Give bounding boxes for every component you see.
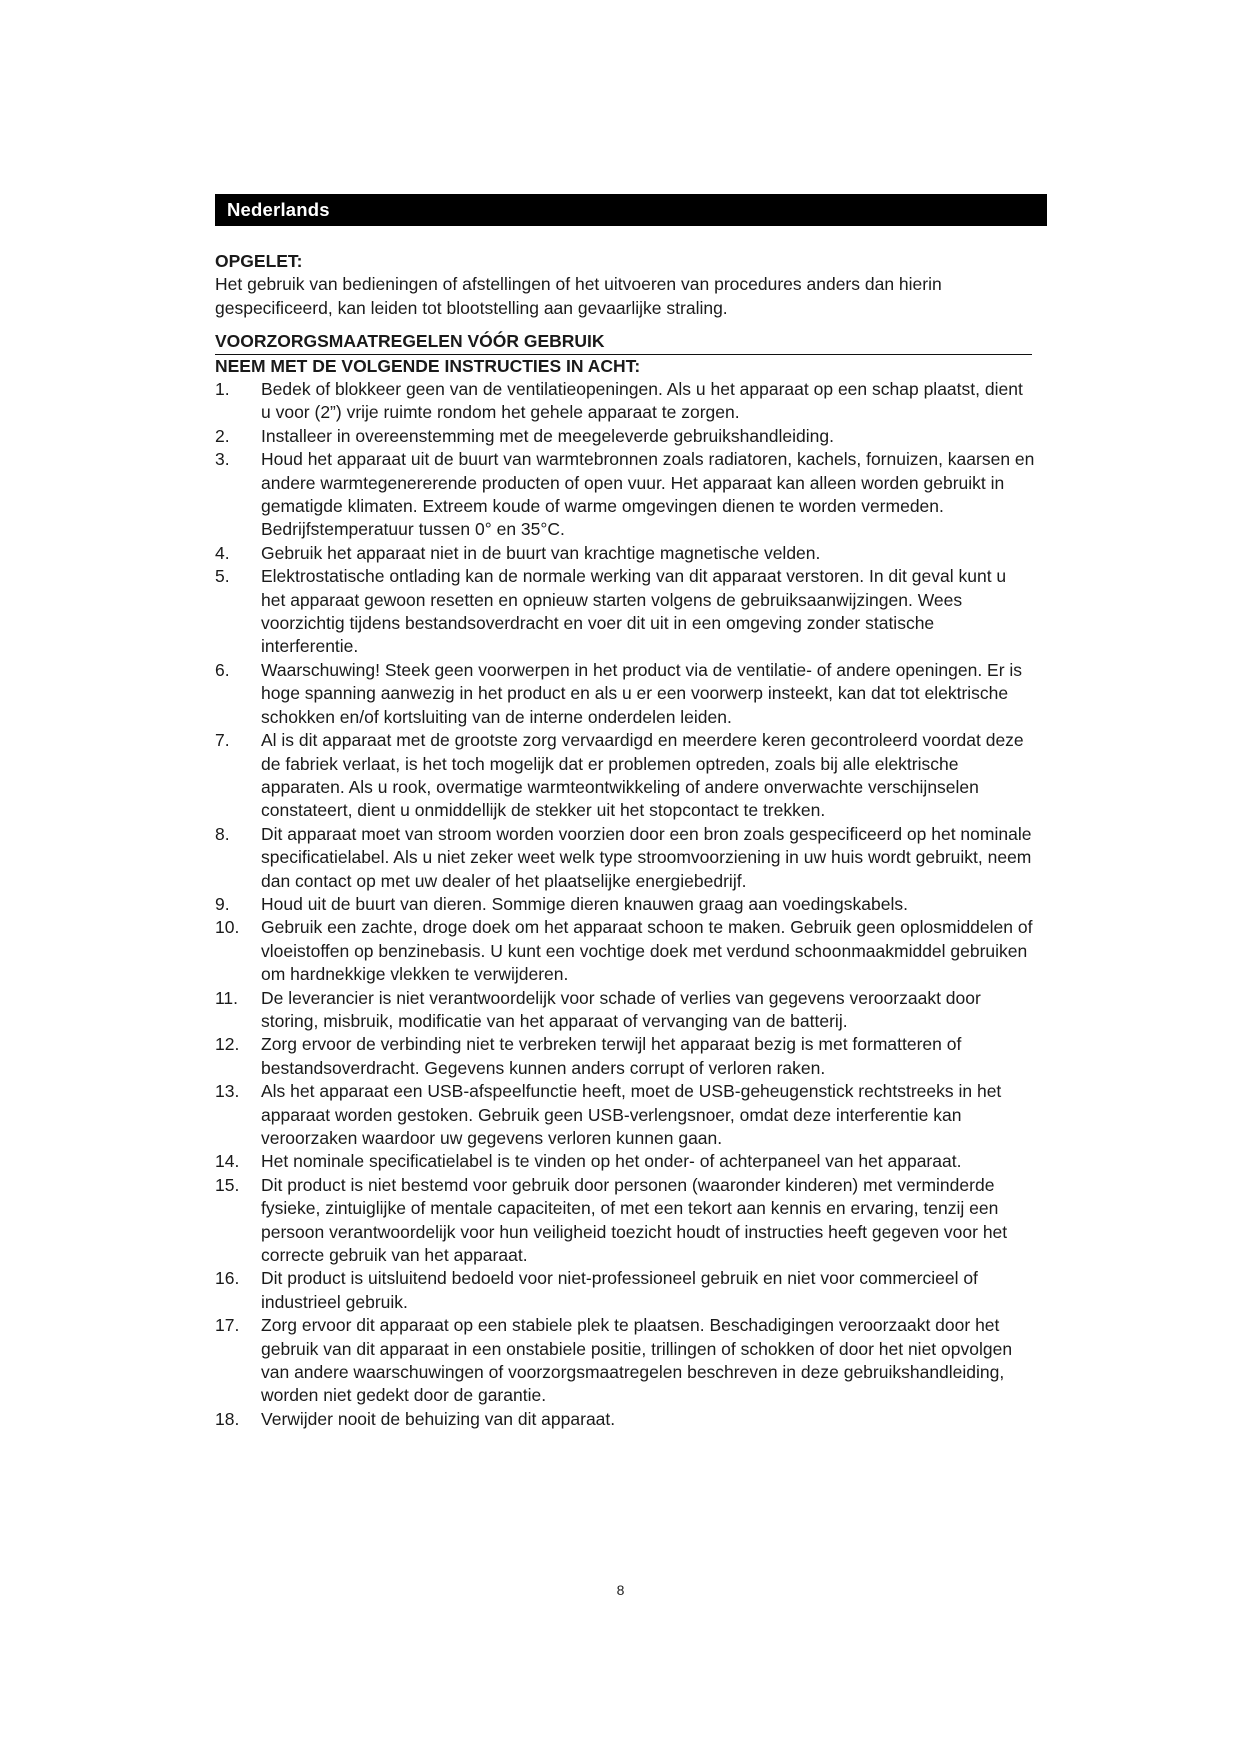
instruction-item (215, 823, 1035, 893)
instruction-text: De leverancier is niet verantwoordelijk voor schade of verlies van gegevens veroorzaakt door storing, misbruik, modificatie van het apparaat of vervanging van de batterij. (261, 987, 981, 1031)
instruction-text: Dit apparaat moet van stroom worden voorzien door een bron zoals gespecificeerd op het nominale specificatielabel. Als u niet zeker weet welk type stroomvoorziening in uw huis wordt gebruikt, neem dan contact op met uw dealer of het plaatselijke energiebedrijf. (261, 823, 1032, 891)
instruction-text: Het nominale specificatielabel is te vinden op het onder- of achterpaneel van het apparaat. (261, 1151, 962, 1172)
instruction-text: Bedek of blokkeer geen van de ventilatieopeningen. Als u het apparaat op een schap plaatst, dient u voor (2”) vrije ruimte rondom het gehele apparaat te zorgen. (261, 379, 1023, 423)
instruction-number: 15. (215, 1174, 240, 1195)
instruction-number: 18. (215, 1408, 240, 1429)
instructions-list (215, 378, 1035, 1431)
instruction-text: Verwijder nooit de behuizing van dit apparaat. (261, 1408, 616, 1429)
instruction-item (215, 1080, 1035, 1150)
instruction-item (215, 378, 1035, 425)
instruction-number: 10. (215, 917, 240, 938)
instruction-item (215, 1150, 1035, 1173)
instruction-item (215, 1033, 1035, 1080)
instruction-number: 3. (215, 449, 230, 470)
precautions-heading: VOORZORGSMAATREGELEN VÓÓR GEBRUIK (215, 330, 1032, 355)
instruction-number: 12. (215, 1034, 240, 1055)
instruction-number: 16. (215, 1268, 240, 1289)
instruction-number: 6. (215, 659, 230, 680)
page-number: 8 (616, 1582, 625, 1598)
caution-text: Het gebruik van bedieningen of afstellingen of het uitvoeren van procedures anders dan hierin gespecificeerd, kan leiden tot blootstelling aan gevaarlijke straling. (215, 274, 942, 318)
instruction-item (215, 987, 1035, 1034)
caution-heading: OPGELET: (215, 251, 303, 271)
instruction-number: 7. (215, 730, 230, 751)
instruction-text: Houd het apparaat uit de buurt van warmtebronnen zoals radiatoren, kachels, fornuizen, kaarsen en andere warmtegenererende producten of open vuur. Het apparaat kan alleen worden gebruikt in gematigde klimaten. Extreem koude of warme omgevingen dienen te worden vermeden. Bedrijfstemperatuur tussen 0° en 35°C. (261, 449, 1035, 540)
instruction-number: 14. (215, 1151, 240, 1172)
instruction-number: 13. (215, 1081, 240, 1102)
instruction-text: Elektrostatische ontlading kan de normale werking van dit apparaat verstoren. In dit geval kunt u het apparaat gewoon resetten en opnieuw starten volgens de gebruiksaanwijzingen. Wees voorzichtig tijdens bestandsoverdracht en voer dit uit in een omgeving zonder statische interferentie. (261, 566, 1007, 657)
instruction-number: 2. (215, 425, 230, 446)
instruction-text: Dit product is uitsluitend bedoeld voor niet-professioneel gebruik en niet voor commercieel of industrieel gebruik. (261, 1268, 978, 1312)
instruction-number: 8. (215, 823, 230, 844)
instruction-item (215, 729, 1035, 823)
instruction-number: 11. (215, 987, 239, 1008)
instruction-item (215, 542, 1035, 565)
language-header-bar: Nederlands (215, 194, 1047, 226)
manual-page (215, 194, 1047, 1431)
instruction-item (215, 565, 1035, 659)
instruction-item (215, 916, 1035, 986)
instruction-item (215, 425, 1035, 448)
instruction-item (215, 1174, 1035, 1268)
instruction-number: 1. (215, 379, 230, 399)
instruction-text: Waarschuwing! Steek geen voorwerpen in het product via de ventilatie- of andere openingen. Er is hoge spanning aanwezig in het product en als u er een voorwerp insteekt, kan dat tot elektrische schokken en/of kortsluiting van de interne onderdelen leiden. (261, 659, 1023, 727)
instruction-text: Als het apparaat een USB-afspeelfunctie heeft, moet de USB-geheugenstick rechtstreeks in het apparaat worden gestoken. Gebruik geen USB-verlengsnoer, omdat deze interferentie kan veroorzaken waardoor uw gegevens verloren kunnen gaan. (261, 1081, 1002, 1148)
instruction-number: 5. (215, 566, 230, 587)
instruction-item (215, 1408, 1035, 1431)
instruction-text: Dit product is niet bestemd voor gebruik door personen (waaronder kinderen) met verminderde fysieke, zintuiglijke of mentale capaciteiten, of met een tekort aan kennis en ervaring, tenzij een persoon verantwoordelijk voor hun veiligheid toezicht houdt of instructies heeft gegeven voor het correcte gebruik van het apparaat. (261, 1174, 1008, 1266)
instruction-text: Installeer in overeenstemming met de meegeleverde gebruikshandleiding. (261, 425, 834, 446)
precautions-subheading: NEEM MET DE VOLGENDE INSTRUCTIES IN ACHT: (215, 356, 641, 376)
instruction-text: Zorg ervoor de verbinding niet te verbreken terwijl het apparaat bezig is met formatteren of bestandsoverdracht. Gegevens kunnen anders corrupt of verloren raken. (261, 1034, 962, 1078)
instruction-text: Zorg ervoor dit apparaat op een stabiele plek te plaatsen. Beschadigingen veroorzaakt door het gebruik van dit apparaat in een onstabiele positie, trillingen of schokken of door het niet opvolgen van andere waarschuwingen of voorzorgsmaatregelen beschreven in deze gebruikshandleiding, worden niet gedekt door de garantie. (261, 1315, 1013, 1406)
instruction-item (215, 1314, 1035, 1408)
instruction-text: Gebruik een zachte, droge doek om het apparaat schoon te maken. Gebruik geen oplosmiddelen of vloeistoffen op benzinebasis. U kunt een vochtige doek met verdund schoonmaakmiddel gebruiken om hardnekkige vlekken te verwijderen. (261, 917, 1033, 985)
instruction-item (215, 1267, 1035, 1314)
instruction-text: Al is dit apparaat met de grootste zorg vervaardigd en meerdere keren gecontroleerd voordat deze de fabriek verlaat, is het toch mogelijk dat er problemen optreden, zoals bij alle elektrische apparaten. Als u rook, overmatige warmteontwikkeling of andere onverwachte verschijnselen constateert, dient u onmiddellijk de stekker uit het stopcontact te trekken. (261, 730, 1024, 821)
instruction-number: 17. (215, 1315, 240, 1336)
instruction-item (215, 659, 1035, 729)
instruction-text: Gebruik het apparaat niet in de buurt van krachtige magnetische velden. (261, 542, 821, 563)
instruction-item (215, 448, 1035, 542)
instruction-text: Houd uit de buurt van dieren. Sommige dieren knauwen graag aan voedingskabels. (261, 893, 908, 914)
instruction-number: 9. (215, 893, 230, 914)
instruction-item (215, 893, 1035, 916)
instruction-number: 4. (215, 542, 230, 563)
